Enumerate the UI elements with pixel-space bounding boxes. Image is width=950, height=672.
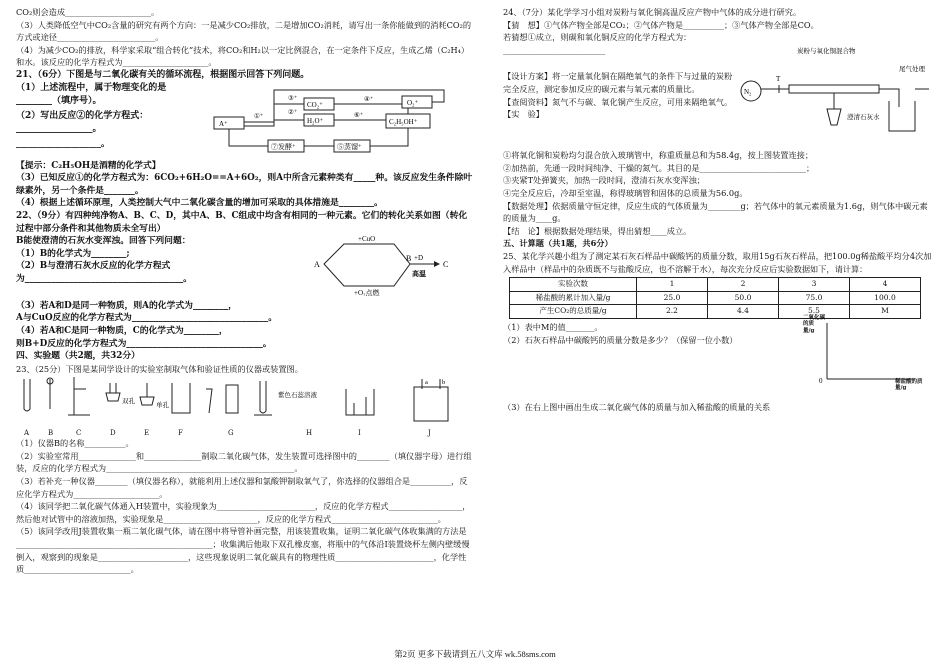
q24-step1: ①将氧化铜和炭粉均匀混合放入玻璃管中，称重质量总和为58.4g，按上图装置连接； bbox=[503, 150, 814, 161]
q22-part4: （4）若A和C是同一种物质，C的化学式为________， bbox=[16, 325, 228, 336]
table-header-cell: 实验次数 bbox=[510, 278, 637, 292]
q22-part1: （1）B的化学式为________; bbox=[16, 248, 130, 259]
q21-part3: （3）已知反应①的化学方程式为：6CO₂+6H₂O==A+6O₂，则A中所含元素种类有_____种。该反应发生条件除叶绿素外，另一个条件是_______。 bbox=[16, 173, 473, 196]
experiment-table bbox=[509, 277, 921, 319]
q24-guess2: 若猜想①成立，则碳和氧化铜反应的化学方程式为：_________________________ bbox=[503, 32, 692, 55]
label-single-hole: 单孔 bbox=[156, 402, 169, 410]
q22-intro: B能使澄清的石灰水变浑浊。回答下列问题： bbox=[16, 236, 191, 247]
section-4-title: 四、实验题（共2题，共32分） bbox=[16, 351, 140, 362]
label-litmus: 紫色石蕊溶液 bbox=[278, 392, 317, 400]
text-line: （4）为减少CO₂的排放，科学家采取“组合转化”技术，将CO₂和H₂以一定比例混合，在一定条件下反应，生成乙烯（C₂H₄）和水。该反应的化学方程式为_____________________。 bbox=[16, 44, 470, 68]
apparatus-figure bbox=[16, 375, 474, 427]
flow-step-3: ③⁺ bbox=[288, 94, 298, 102]
carbon-cycle-flow-diagram bbox=[204, 82, 474, 160]
q24-step4: ④完全反应后，冷却至室温，称得玻璃管和固体的总质量为56.0g。 bbox=[503, 187, 748, 198]
label-o2: +O₂点燃 bbox=[354, 288, 380, 296]
table-cell: 产生CO₂的总质量/g bbox=[510, 305, 637, 319]
q24-step3: ③夹紧T处弹簧夹，加热一段时间，澄清石灰水变浑浊； bbox=[503, 175, 705, 186]
q23-part5: （5）该同学改用J装置收集一瓶二氧化碳气体，请在图中将导管补画完整，用该装置收集，证明二氧化碳气体收集满的方法是________________________________________________；收集满后他取下双孔橡皮塞，将瓶中的气体沿I装置烧杯左侧内壁缓慢倒入，观察到的现象是______________________，这些现象说明二氧化碳具有的物理性质________________________，化学性质__________________________。 bbox=[16, 526, 470, 575]
q21-block: （1）上述流程中，属于物理变化的是________（填序号）。 （2）写出反应②的化学方程式：_________________。 A⁺ CO₂⁺ H₂O⁺ O₂⁺ C₂H₅OH⁺ ⑦发酵⁺ ⑤蒸馏⁺ ①⁺ ②⁺ ③⁺ ④⁺ ⑥⁺ ____________________。 bbox=[16, 82, 474, 160]
table-row bbox=[510, 291, 921, 305]
label-d: +D bbox=[414, 253, 424, 262]
q23-part4: （4）该同学把二氧化碳气体通入H装置中，实验现象为________________________，反应的化学方程式__________________，然后他对试管中的溶液加热，实验现象是_______________________，反应的化学方程式__________________________。 bbox=[16, 501, 471, 524]
graph-y-label: 二氧化碳的质量/g bbox=[803, 314, 826, 334]
q24-title: 24、（7分）某化学学习小组对炭粉与氧化铜高温反应产物中气体的成分进行研究。 bbox=[503, 7, 802, 17]
flow-step-4: ④⁺ bbox=[364, 95, 374, 103]
apparatus-label-j: J bbox=[428, 429, 431, 438]
table-cell: 100.0 bbox=[850, 291, 921, 305]
q24-experiment: 【实 验】 bbox=[503, 109, 544, 120]
q21-part1: （1）上述流程中，属于物理变化的是________（填序号）。 bbox=[16, 82, 167, 106]
flow-box-o2: O₂⁺ bbox=[407, 98, 419, 107]
node-a: A bbox=[314, 259, 320, 269]
apparatus-label-i: I bbox=[358, 429, 361, 438]
node-c: C bbox=[443, 259, 449, 269]
flow-step-6: ⑥⁺ bbox=[354, 111, 364, 119]
q24-conclusion: 【结 论】根据数据处理结果，得出猜想____成立。 bbox=[503, 225, 692, 236]
label-mixture: 炭粉与氧化铜混合物 bbox=[797, 48, 856, 56]
q24-data-processing: 【数据处理】依据质量守恒定律，反应生成的气体质量为________g；若气体中的氧元素质量为1.6g，则气体中碳元素的质量为____g。 bbox=[503, 200, 928, 224]
apparatus-labels bbox=[16, 427, 474, 437]
flow-box-ferment: ⑦发酵⁺ bbox=[271, 142, 296, 151]
label-cuo: +CuO bbox=[358, 234, 376, 243]
q25-part1: （1）表中M的值_______。 bbox=[503, 321, 603, 332]
page-footer: 第2页 更多下载请到五八文库 wk.58sms.com bbox=[394, 649, 556, 659]
q21-part2: （2）写出反应②的化学方程式：_________________。 bbox=[16, 110, 149, 134]
flow-box-distill: ⑤蒸馏⁺ bbox=[337, 142, 362, 151]
q23-title: 23、（25分）下图是某同学设计的实验室制取气体和验证性质的仪器或装置图。 bbox=[16, 363, 303, 374]
label-limewater: 澄清石灰水 bbox=[847, 114, 880, 122]
q25-text: 25、某化学兴趣小组为了测定某石灰石样品中碳酸钙的质量分数，取用15g石灰石样品，把100.0g稀盐酸平均分4次加入样品中（样品中的杂质既不与盐酸反应，也不溶解于水），每次充分反应后实验数据如下，请计算： bbox=[503, 250, 932, 274]
label-t: T bbox=[776, 75, 781, 84]
right-column bbox=[503, 6, 935, 414]
q25-block bbox=[503, 314, 935, 401]
label-j-b: b bbox=[442, 379, 446, 387]
q21-title: 21、（6分）下图是与二氧化碳有关的循环流程，根据图示回答下列问题。 bbox=[16, 69, 310, 80]
q21-part4: （4）根据上述循环原理，人类控制大气中二氧化碳含量的增加可采取的具体措施是________。 bbox=[16, 198, 383, 209]
apparatus-label-h: H bbox=[306, 429, 313, 438]
apparatus-label-g: G bbox=[228, 429, 234, 438]
table-cell: 50.0 bbox=[708, 291, 779, 305]
label-double-hole: 双孔 bbox=[122, 398, 135, 406]
q22-part4b: 则B+D反应的化学方程式为_______________________________。 bbox=[16, 338, 272, 349]
apparatus-label-d: D bbox=[110, 429, 116, 438]
node-b: B bbox=[406, 253, 412, 263]
apparatus-label-b: B bbox=[48, 429, 54, 438]
table-cell: 2.2 bbox=[637, 305, 708, 319]
label-j-a: a bbox=[425, 379, 428, 387]
table-header-cell: 4 bbox=[850, 278, 921, 292]
q24-design: 【设计方案】将一定量氧化铜在隔绝氧气的条件下与过量的炭粉完全反应，测定参加反应的碳元素与氧元素的质量比。 bbox=[503, 71, 733, 94]
flow-box-ethanol: C₂H₅OH⁺ bbox=[389, 117, 418, 126]
q22-part3b: A与CuO反应的化学方程式为_______________________________。 bbox=[16, 313, 278, 324]
label-gaowen: 高温 bbox=[412, 269, 426, 278]
table-header-cell: 1 bbox=[637, 278, 708, 292]
q22-title: 22、（9分）有四种纯净物A、B、C、D，其中A、B、C组成中均含有相同的一种元素。它们的转化关系如图（转化过程中部分条件和其他物质未全写出） bbox=[16, 210, 468, 234]
flow-box-a: A⁺ bbox=[219, 119, 228, 128]
q24-reference: 【查阅资料】氮气不与碳、氧化铜产生反应，可用来隔绝氧气。 bbox=[503, 96, 733, 107]
label-tail-gas: 尾气处理 bbox=[899, 66, 925, 74]
q22-part2b: 为____________________________________。 bbox=[16, 273, 192, 284]
apparatus-label-f: F bbox=[178, 429, 183, 438]
table-header-row bbox=[510, 278, 921, 292]
graph-origin-label: 0 bbox=[819, 376, 823, 385]
table-cell: 75.0 bbox=[779, 291, 850, 305]
apparatus-label-a: A bbox=[24, 429, 30, 438]
table-header-cell: 3 bbox=[779, 278, 850, 292]
apparatus-label-e: E bbox=[144, 429, 150, 438]
q24-guess: 【猜 想】①气体产物全部是CO₂；②气体产物是__________；③气体产物全部是CO。 bbox=[503, 19, 819, 30]
q24-step2: ②加热前，先通一段时间纯净、干燥的氮气。其目的是__________________________； bbox=[503, 162, 815, 173]
left-column bbox=[16, 6, 474, 576]
abc-cycle-diagram bbox=[306, 234, 456, 296]
q24-block bbox=[503, 31, 935, 149]
section-5-title: 五、计算题（共1题，共6分） bbox=[503, 238, 613, 249]
flow-step-1: ①⁺ bbox=[254, 112, 264, 120]
text-line: CO₂则会造成_____________________。 bbox=[16, 7, 160, 17]
graph-x-label: 稀盐酸的质量/g bbox=[895, 378, 923, 392]
q25-part3: （3）在右上图中画出生成二氧化碳气体的质量与加入稀盐酸的质量的关系 bbox=[503, 401, 771, 412]
q23-part3: （3）若补充一种仪器________（填仪器名称），就能利用上述仪器和氯酸钾制取氧气了，你选择的仪器组合是__________，反应化学方程式为_____________________。 bbox=[16, 476, 468, 499]
table-header-cell: 2 bbox=[708, 278, 779, 292]
q23-part2: （2）实验室常用______________和______________制取二氧化碳气体，发生装置可选择图中的________（填仪器字母）进行组装，反应的化学方程式为______________________________________________。 bbox=[16, 450, 472, 474]
table-cell: M bbox=[850, 305, 921, 319]
apparatus-label-c: C bbox=[76, 429, 82, 438]
apparatus-setup-figure bbox=[739, 41, 935, 135]
text-line: （3）人类降低空气中CO₂含量的研究有两个方向：一是减少CO₂排放，二是增加CO₂消耗，请写出一条你能做到的消耗CO₂的方式或途径________________________。 bbox=[16, 19, 472, 43]
q22-part2: （2）B与澄清石灰水反应的化学方程式 bbox=[16, 261, 171, 272]
flow-box-h2o: H₂O⁺ bbox=[307, 116, 324, 125]
q23-part1: （1）仪器B的名称__________。 bbox=[16, 438, 134, 449]
q21-hint: 【提示：C₂H₅OH是酒精的化学式】 bbox=[16, 160, 161, 171]
label-n2: N₂ bbox=[744, 88, 752, 97]
table-cell: 稀盐酸的累计加入量/g bbox=[510, 291, 637, 305]
table-cell: 5.5 bbox=[779, 305, 850, 319]
flow-step-2: ②⁺ bbox=[288, 108, 298, 116]
table-cell: 25.0 bbox=[637, 291, 708, 305]
table-cell: 4.4 bbox=[708, 305, 779, 319]
q22-part3: （3）若A和D是同一种物质，则A的化学式为________， bbox=[16, 300, 237, 311]
flow-box-co2: CO₂⁺ bbox=[307, 100, 323, 109]
q25-part2: （2）石灰石样品中碳酸钙的质量分数是多少？（保留一位小数） bbox=[503, 334, 738, 345]
